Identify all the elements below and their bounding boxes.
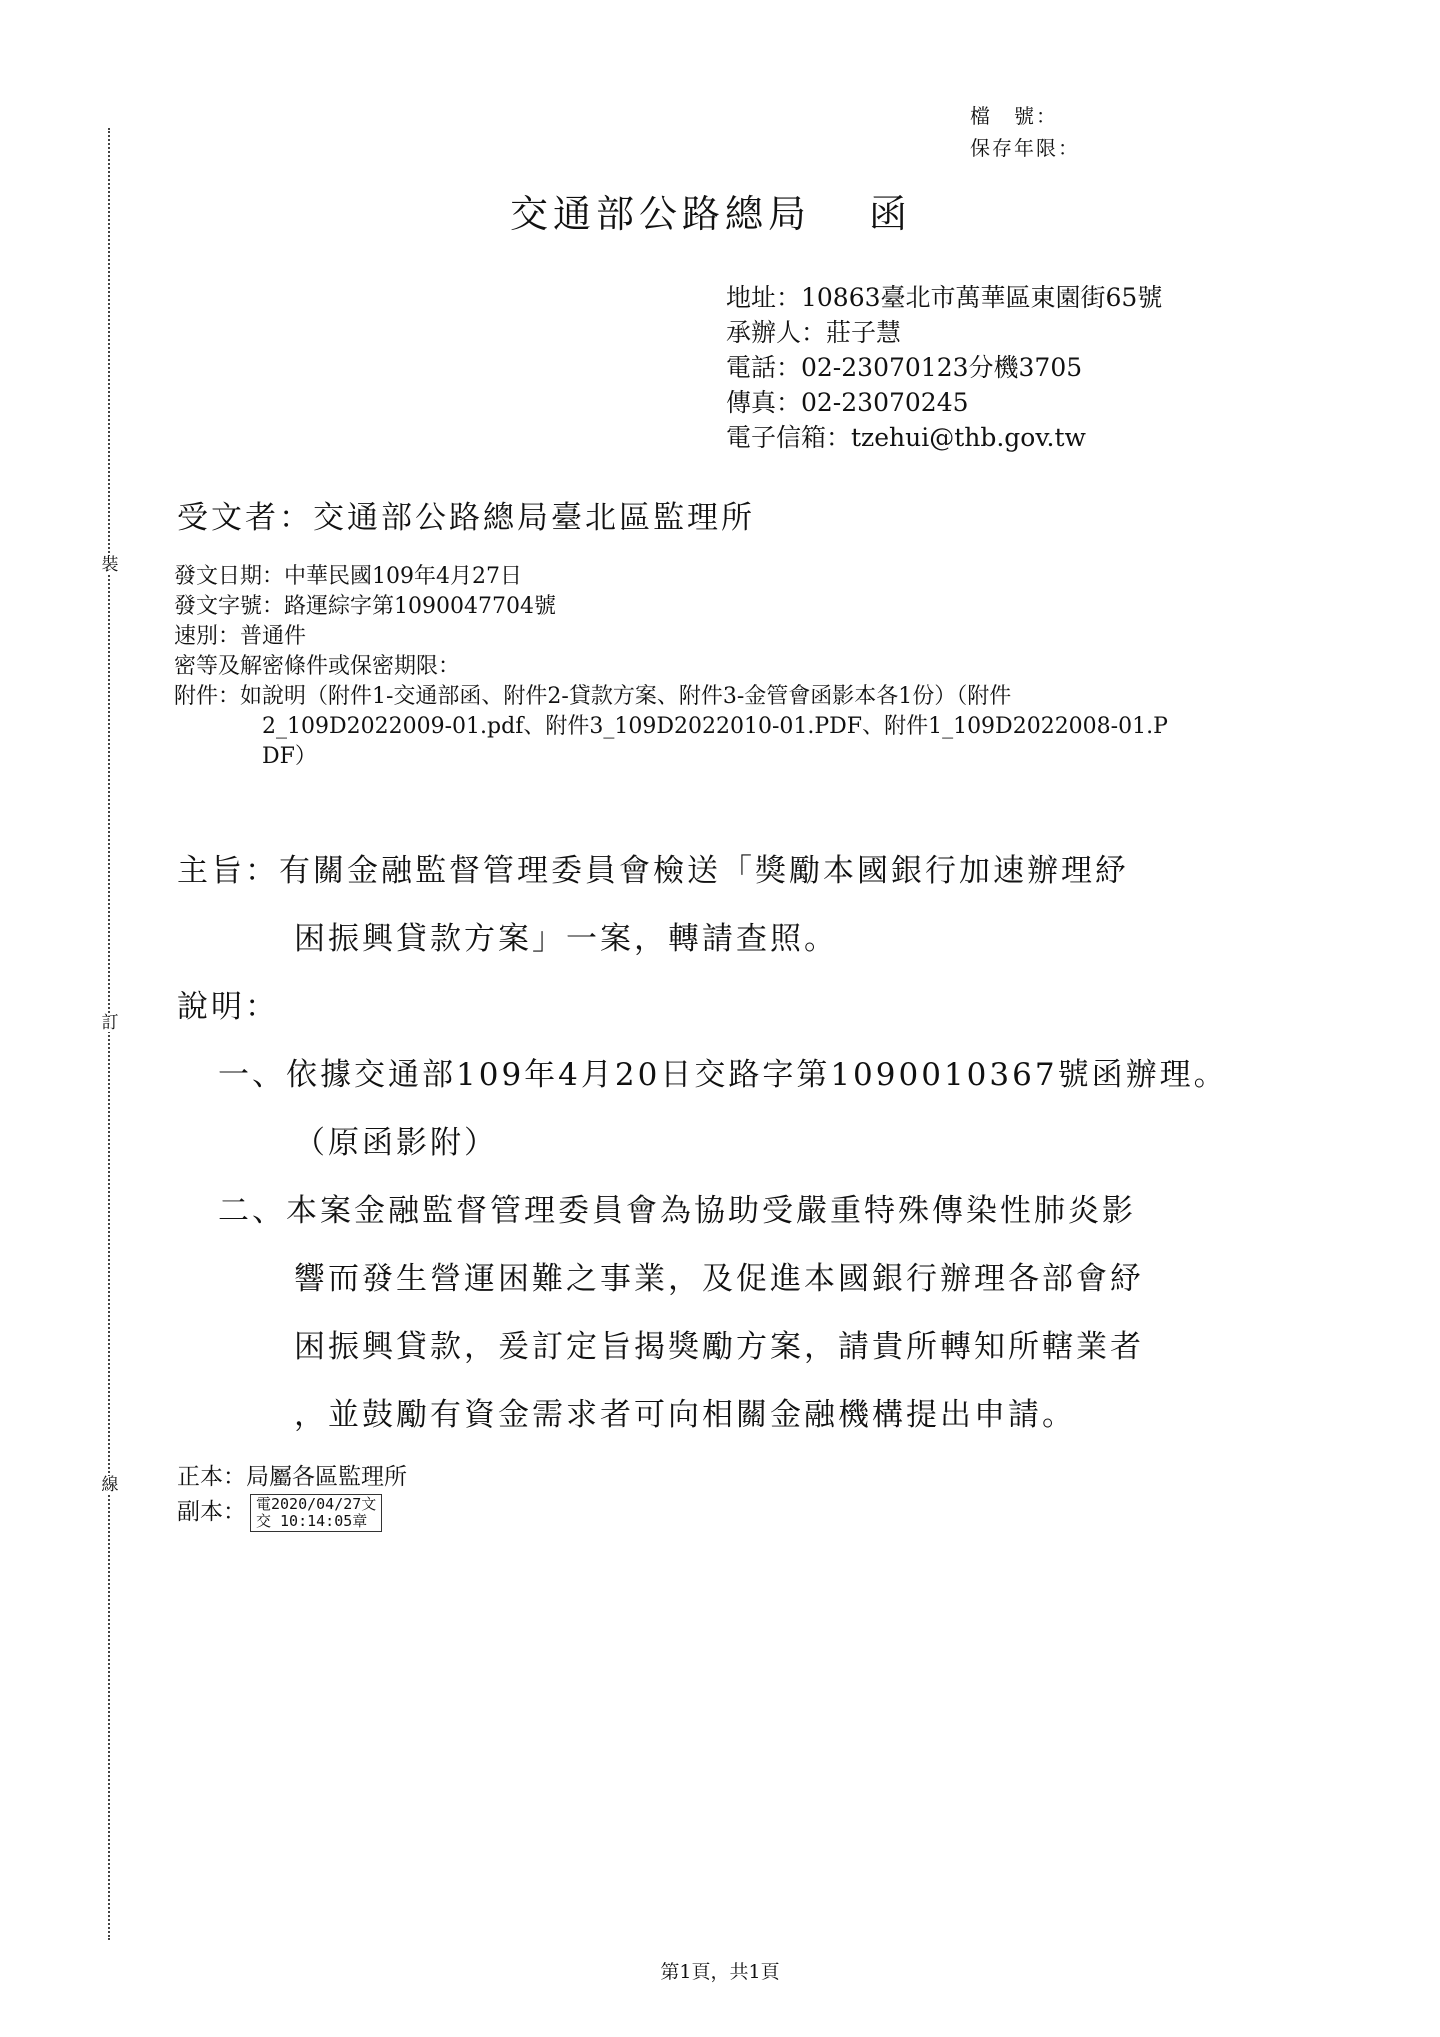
email: 電子信箱：tzehui@thb.gov.tw bbox=[726, 423, 1086, 452]
subject-line-1: 主旨：有關金融監督管理委員會檢送「獎勵本國銀行加速辦理紓 bbox=[177, 853, 1129, 889]
delivery-speed: 速別：普通件 bbox=[174, 624, 307, 649]
security-level: 密等及解密條件或保密期限： bbox=[174, 654, 461, 679]
binding-mark-bind: 裝 bbox=[101, 555, 119, 575]
document-number: 發文字號：路運綜字第1090047704號 bbox=[174, 594, 556, 619]
explanation-item-2-cont-3: ，並鼓勵有資金需求者可向相關金融機構提出申請。 bbox=[294, 1397, 1076, 1433]
attachments-continued-end: DF） bbox=[262, 744, 317, 769]
fax: 傳真：02-23070245 bbox=[726, 388, 969, 417]
explanation-item-2-cont-2: 困振興貸款，爰訂定旨揭獎勵方案，請貴所轉知所轄業者 bbox=[294, 1329, 1144, 1365]
explanation-item-1-cont: （原函影附） bbox=[294, 1125, 498, 1161]
stamp-time: 交 10:14:05章 bbox=[256, 1512, 368, 1530]
document-type: 函 bbox=[869, 192, 913, 236]
document-meta bbox=[174, 562, 1168, 772]
handler: 承辦人：莊子慧 bbox=[726, 318, 902, 347]
explanation-item-1: 一、依據交通部109年4月20日交路字第1090010367號函辦理。 bbox=[218, 1057, 1228, 1093]
address: 地址：10863臺北市萬華區東園街65號 bbox=[726, 283, 1163, 312]
attachments: 附件：如說明（附件1-交通部函、附件2-貸款方案、附件3-金管會函影本各1份）（附件 bbox=[174, 684, 1012, 709]
issue-date: 發文日期：中華民國109年4月27日 bbox=[174, 564, 522, 589]
copy-label: 副本： bbox=[177, 1499, 246, 1525]
file-number-label: 檔 號： bbox=[970, 104, 1058, 128]
document-title bbox=[510, 183, 912, 238]
contact-block bbox=[726, 280, 1162, 455]
retention-period-label: 保存年限： bbox=[970, 136, 1080, 160]
distribution-block bbox=[177, 1460, 407, 1532]
copy-recipients bbox=[177, 1494, 407, 1532]
binding-mark-staple: 訂 bbox=[101, 1013, 119, 1033]
explanation-heading: 說明： bbox=[177, 989, 279, 1025]
subject-line-2: 困振興貸款方案」一案，轉請查照。 bbox=[294, 921, 838, 957]
phone: 電話：02-23070123分機3705 bbox=[726, 353, 1083, 382]
explanation-item-2-cont-1: 響而發生營運困難之事業，及促進本國銀行辦理各部會紓 bbox=[294, 1261, 1144, 1297]
recipient: 受文者：交通部公路總局臺北區監理所 bbox=[177, 500, 755, 536]
attachments-continued: 2_109D2022009-01.pdf、附件3_109D2022010-01.PDF、附件1_109D2022008-01.P bbox=[262, 714, 1168, 739]
explanation-item-2: 二、本案金融監督管理委員會為協助受嚴重特殊傳染性肺炎影 bbox=[218, 1193, 1136, 1229]
page-number: 第1頁，共1頁 bbox=[660, 1961, 780, 1983]
stamp-date: 電2020/04/27文 bbox=[256, 1495, 377, 1513]
original-recipients: 正本：局屬各區監理所 bbox=[177, 1464, 407, 1490]
issuing-agency: 交通部公路總局 bbox=[510, 192, 812, 236]
binding-margin-line bbox=[108, 128, 110, 1940]
binding-mark-line: 線 bbox=[101, 1475, 119, 1495]
electronic-seal-stamp bbox=[250, 1494, 382, 1532]
